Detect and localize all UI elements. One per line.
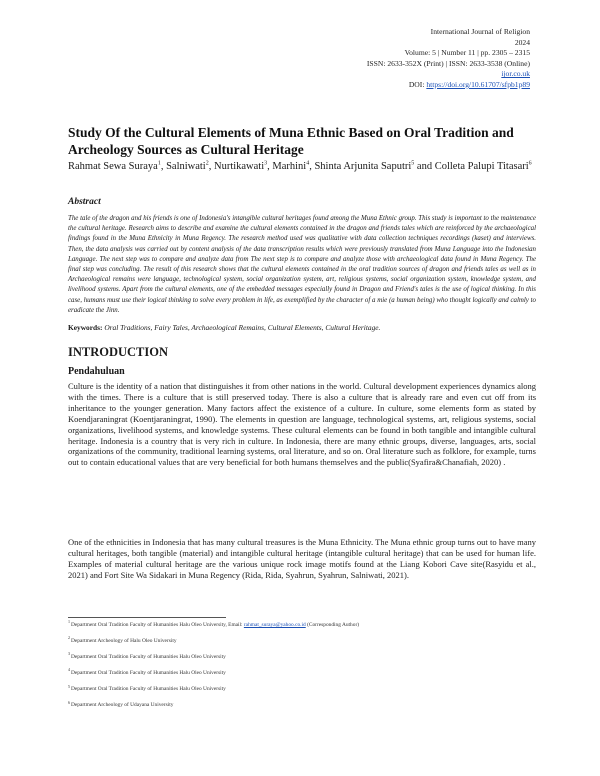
author-affiliation-mark: 1 [157,160,161,167]
introduction-heading: INTRODUCTION [68,345,169,359]
author-affiliation-mark: 6 [528,160,532,167]
footnote-number: 6 [68,699,70,705]
doi-link[interactable]: https://doi.org/10.61707/sfpb1p89 [426,79,530,89]
author-name: Nurtikawati [213,161,265,172]
author-separator: , [267,161,273,172]
author-name: Rahmat Sewa Suraya [68,161,158,172]
keywords-line [68,323,536,333]
abstract-heading: Abstract [68,197,101,207]
footnote-number: 2 [68,635,70,641]
subsection-heading: Pendahuluan [68,366,125,377]
footnote [68,635,536,645]
journal-issn: ISSN: 2633-352X (Print) | ISSN: 2633-3538 (Online) [366,58,530,68]
journal-year: 2024 [514,37,530,47]
footnote-number: 1 [68,619,70,625]
author-affiliation-mark: 2 [205,160,209,167]
author-separator: , [160,161,167,172]
journal-site-link[interactable]: ijor.co.uk [501,69,530,79]
keywords-label: Keywords: [68,323,103,332]
footnotes [68,617,536,719]
journal-name: International Journal of Religion [430,27,530,36]
doi-label: DOI: [408,79,427,89]
footnote [68,667,536,677]
footnote-divider [68,617,226,618]
footnote [68,619,536,629]
footnote-number: 4 [68,667,70,673]
author-separator: and [414,161,435,172]
footnote-number: 3 [68,651,70,657]
author-email-link[interactable]: rahmat_suraya@yahoo.co.id [243,622,306,628]
footnote-text: Department Archeology of Udayana University [71,702,174,709]
footnote [68,651,536,661]
footnote-text: Department Oral Tradition Faculty of Humanities Halu Oleo University, Email: [71,622,244,628]
author-name: Shinta Arjunita Saputri [314,161,412,172]
author-name: Colleta Palupi Titasari [434,161,529,172]
author-list [68,160,536,174]
keywords-text: Oral Traditions, Fairy Tales, Archaeological Remains, Cultural Elements, Cultural Heritage. [102,323,381,332]
author-name: Salniwati [166,161,206,172]
footnote-text: Department Oral Tradition Faculty of Humanities Halu Oleo University [71,686,226,693]
author-name: Marhini [272,161,307,172]
journal-volume: Volume: 5 | Number 11 | pp. 2305 – 2315 [404,48,530,58]
footnote-text: Department Archeology of Halu Oleo University [71,638,177,645]
doi-line [367,80,530,91]
paper-title: Study Of the Cultural Elements of Muna Ethnic Based on Oral Tradition and Archeology Sources as Cultural Heritage [68,125,514,157]
body-paragraph-1: Culture is the identity of a nation that distinguishes it from other nations in the world. Cultural development experiences dynamics along with the times. There is a culture that is still preserved today. There is also a culture that is already rare and even cut off from its inheritance to the younger generation. Many factors affect the existence of a culture. In culture, some elements form as stated by Koendjaraningrat (Koentjaraningrat, 1990). The elements in question are language, technological systems, art, religious systems, social organizations, livelihood systems, and knowledge systems. These cultural elements can be found in both tangible and intangible cultural heritage. Indonesia is a country that is very rich in culture. In Indonesia, there are many ethnic groups, diverse, languages, arts, social organizations of the community, traditional learning systems, oral literature, and so on. Oral literature such as folklore, for example, turns out to contain educational values that are very beneficial for both humans themselves and the public(Syafira&Chanafiah, 2020) . [68,381,536,468]
footnote-text: Department Oral Tradition Faculty of Humanities Halu Oleo University [71,654,226,661]
abstract-text: The tale of the dragon and his friends is one of Indonesia's intangible cultural heritages found among the Muna Ethnic group. This study is important to the maintenance the cultural heritage. Research aims to describe and examine the cultural elements contained in the dragon and friends tales which are reinforced by the archaeological findings found in the Muna Ethnicity in Muna Regency. The research method used was qualitative with data collection techniques recordings (kaset) and interviews. Then, the data analysis was carried out by content analysis of the data transcription results which were previously translated from Muna Language into the Indonesian Language. The next step was to compare and analyze data from The next step is to compare and analyze those with archaeological data found in Muna Regency. The final step was concluding. The result of this research shows that the cultural elements contained in the oral tradition sources of dragon and friends tales as well as in Archaeological remains were language, technological system, social organization system, art, religious systems, social organization system, knowledge system, and livelihood systems. Apart from the cultural elements, one of the embedded messages especially found in Dragon and Friend's tales is the use of logical thinking. In this case, humans must use their logical thinking to solve every problem in life, as exemplified by the character of a mie (a human being) who thought logically and calmly to eradicate the Jinn. [68,215,536,314]
body-paragraph-2: One of the ethnicities in Indonesia that has many cultural treasures is the Muna Ethnicity. The Muna ethnic group turns out to have many cultural heritages, both tangible (material) and intangible cultural heritage (intangible cultural heritage) that can be used for human life. Examples of material cultural heritage are the various unique rock image motifs found at the Liang Kobori Cave site(Rasyidu et al., 2021) and Fort Site Wa Sidakari in Muna Regency (Rida, Rida, Syahrun, Syahrun, Salniwati, 2021). [68,537,536,580]
footnote [68,683,536,693]
footnote-number: 5 [68,683,70,689]
journal-header [367,27,530,91]
footnote-note: (Corresponding Author) [305,622,360,628]
author-affiliation-mark: 5 [411,160,415,167]
author-separator: , [208,161,214,172]
author-affiliation-mark: 3 [264,160,268,167]
footnote [68,699,536,709]
author-separator: , [309,161,315,172]
author-affiliation-mark: 4 [306,160,310,167]
footnote-text: Department Oral Tradition Faculty of Humanities Halu Oleo University [71,670,226,677]
